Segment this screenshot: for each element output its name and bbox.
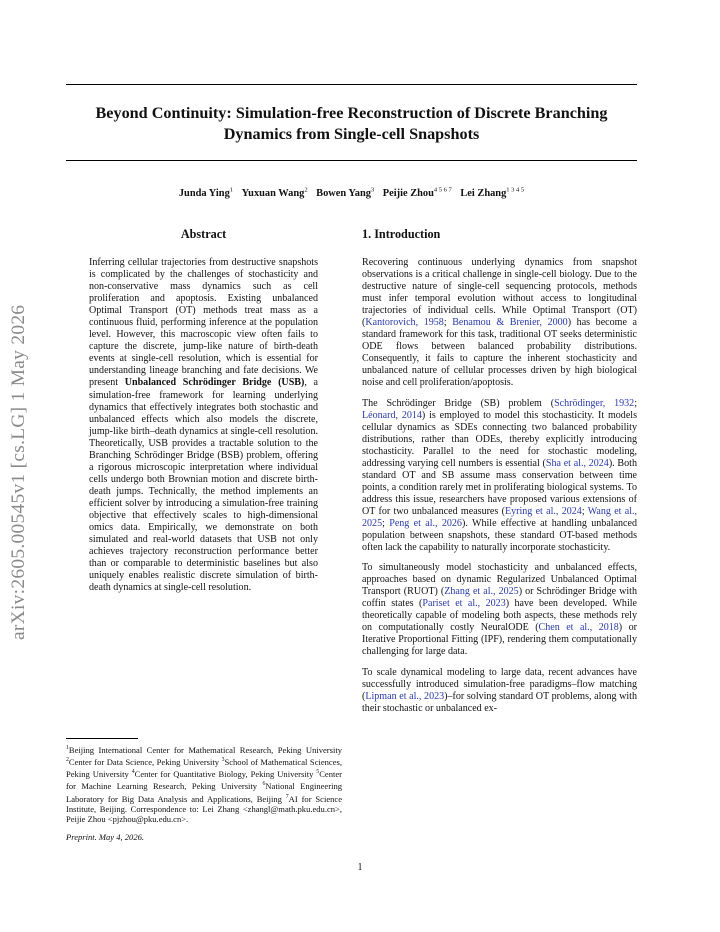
citation-link[interactable]: Sha et al., 2024 [545,457,609,469]
author: Junda Ying$^1$ [178,187,234,200]
footnote-rule [66,738,138,739]
intro-paragraph: The Schrödinger Bridge (SB) problem (Schrödinger, 1932; Léonard, 2014) is employed to model this stochasticity. It models cellular dynamics as SDEs connecting two balanced probability distributions, rather than ODEs, thereby explicitly introducing stochasticity. Parallel to the need for stochastic modeling, addressing varying cell numbers is essential (Sha et al., 2024). Both standard OT and SB assume mass conservation between time points, a condition rarely met in proliferating biological systems. To address this issue, researchers have proposed various extensions of OT for two unbalanced measures (Eyring et al., 2024; Wang et al., 2025; Peng et al., 2026). While effective at handling unbalanced population between snapshots, these standard OT-based methods often lack the capability to naturally incorporate stochasticity. [362,397,638,554]
author: Yuxuan Wang$^2$ [241,187,308,200]
citation-link[interactable]: Zhang et al., 2025 [444,586,519,598]
citation-link[interactable]: Pariset et al., 2023 [422,598,506,610]
method-name: Unbalanced Schrödinger Bridge (USB) [124,377,305,389]
intro-paragraph: Recovering continuous underlying dynamics from snapshot observations is a critical challenge in single-cell biology. Due to the destructive nature of single-cell sequencing protocols, methods must infer temporal evolution without access to longitudinal trajectories of individual cells. While Optimal Transport (OT) (Kantorovich, 1958; Benamou & Brenier, 2000) has become a standard framework for this task, traditional OT seeks deterministic ODE flows between balanced probability distributions. Consequently, it fails to capture the inherent stochasticity and unbalanced nature of cellular processes driven by high biological noise and cell proliferation/apoptosis. [362,257,637,389]
page-number: 1 [357,862,363,873]
arxiv-identifier: arXiv:2605.00545v1 [cs.LG] 1 May 2026 [8,304,29,640]
affiliations-footnote: $^1$Beijing International Center for Mathematical Research, Peking University $^2$Center for Data Science, Peking University $^3$School of Mathematical Sciences, Peking University $^4$Center for Quantitative Biology, Peking University $^5$Center for Machine Learning Research, Peking University $^6$National Engineering Laboratory for Big Data Analysis and Applications, Beijing $^7$AI for Science Institute, Beijing. Correspondence to: Lei Zhang <zhangl@math.pku.edu.cn>, Peijie Zhou <pjzhou@pku.edu.cn>. [66,744,342,824]
author-list [66,187,637,199]
intro-paragraph: To scale dynamical modeling to large data, recent advances have successfully introduced simulation-free paradigms–flow matching (Lipman et al., 2023)–for solving standard OT problems, along with their stochastic or unbalanced ex- [362,666,638,714]
abstract-heading: Abstract [180,227,227,241]
abstract-column [89,227,318,594]
citation-link[interactable]: Chen et al., 2018 [538,622,619,634]
citation-link[interactable]: Wang et al., 2025 [362,505,638,529]
title-rule-bottom [66,160,637,161]
title-rule-top [66,84,637,85]
citation-link[interactable]: Lipman et al., 2023 [365,690,445,702]
citation-link[interactable]: Benamou & Brenier, 2000 [452,317,568,329]
intro-paragraph: To simultaneously model stochasticity and unbalanced effects, approaches based on dynamic Regularized Unbalanced Optimal Transport (RUOT) (Zhang et al., 2025) or Schrödinger Bridge with coffin states (Pariset et al., 2023) have been developed. While theoretically capable of modeling both aspects, these methods rely on computationally costly NeuralODE (Chen et al., 2018) or Iterative Proportional Fitting (IPF), rendering them computationally challenging for large data. [362,562,638,658]
citation-link[interactable]: Léonard, 2014 [362,409,422,421]
author: Bowen Yang$^3$ [316,187,375,200]
citation-link[interactable]: Peng et al., 2026 [389,517,462,529]
preprint-date: Preprint. May 4, 2026. [66,832,145,842]
abstract-text: Inferring cellular trajectories from destructive snapshots is complicated by the challenges of stochasticity and non-conservative mass dynamics such as cell proliferation and apoptosis. Existing unbalanced Optimal Transport (OT) methods treat mass as a continuous fluid, performing inference at the population level. However, this macroscopic view often fails to capture the discrete, jump-like nature of birth-death events at single-cell resolution, which is essential for understanding lineage branching and fate decisions. We present Unbalanced Schrödinger Bridge (USB), a simulation-free framework for learning underlying dynamics that effectively integrates both stochastic and unbalanced effects which also models the discrete, jump-like birth–death dynamics at single-cell resolution. Theoretically, USB provides a tractable solution to the Branching Schrödinger Bridge (BSB) problem, offering a rigorous microscopic interpretation where individual cells undergo both Brownian motion and discrete birth-death jumps. Technically, the method implements an efficient solver by introducing a simulation-free training objective that effectively scales to high-dimensional omics data. Empirically, we demonstrate on both simulated and real-world datasets that USB not only achieves trajectory reconstruction performance better than or comparable to deterministic baselines but also uniquely enables realistic discrete simulation of birth-death dynamics at single-cell resolution. [89,257,319,594]
author: Peijie Zhou$^{4 5 6 7}$ [382,187,452,200]
author: Lei Zhang$^{1 3 4 5}$ [460,187,525,200]
introduction-heading: 1. Introduction [362,227,441,241]
citation-link[interactable]: Schrödinger, 1932 [554,397,635,409]
citation-link[interactable]: Kantorovich, 1958 [365,317,444,329]
citation-link[interactable]: Eyring et al., 2024 [504,505,582,517]
introduction-column [362,227,637,723]
paper-title: Beyond Continuity: Simulation-free Reconstruction of Discrete Branching Dynamics from Single-cell Snapshots [95,104,608,143]
